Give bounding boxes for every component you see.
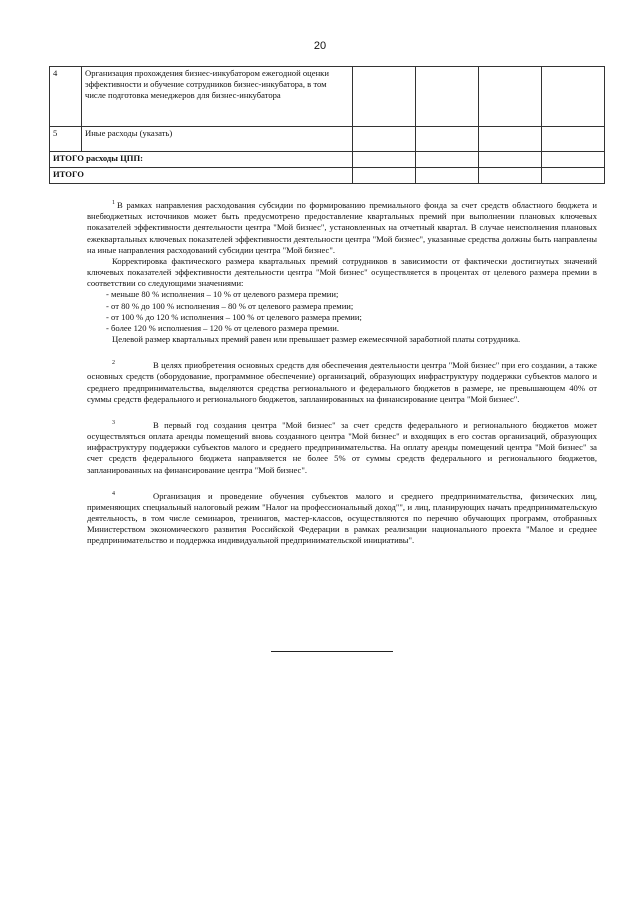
row-number: 5 [50,127,82,152]
empty-cell [353,168,416,184]
empty-cell [353,152,416,168]
divider [271,651,393,652]
table-row [50,67,605,127]
footnote-4-paragraph [87,491,597,547]
empty-cell [479,168,542,184]
empty-cell [416,152,479,168]
list-item: - меньше 80 % исполнения – 10 % от целевого размера премии; [106,289,339,300]
row-number: 4 [50,67,82,127]
list-item: - от 80 % до 100 % исполнения – 80 % от целевого размера премии; [106,300,354,311]
table-row-total [50,168,605,184]
list-item: - от 100 % до 120 % исполнения – 100 % от целевого размера премии; [106,311,362,322]
footnote-1-paragraph-2: Корректировка фактического размера квартальных премий сотрудников в зависимости от фактически достигнутых значений ключевых показателей эффективности деятельности центра "Мой бизнес" осуществляется в процентах от целевого размера премии в соответствии со следующими значениями: [87,255,597,289]
row-description: Иные расходы (указать) [82,127,353,152]
total-label: ИТОГО [50,168,353,184]
empty-cell [416,67,479,127]
empty-cell [479,152,542,168]
footnote-mark: 2 [112,360,115,367]
footnote-mark: 3 [112,419,115,426]
total-cpp-label: ИТОГО расходы ЦПП: [50,152,353,168]
empty-cell [542,152,605,168]
footnote-2-paragraph [87,360,597,405]
footnote-text: В рамках направления расходования субсидии по формированию премиального фонда за счет средств областного бюджета и внебюджетных источников может быть предусмотрено предоставление квартальных премий при выполнении плановых ключевых показателей эффективности деятельности центра "Мой бизнес", установленных на отчетный квартал. В случае неисполнения плановых ежеквартальных ключевых показателей эффективности деятельности центра "Мой бизнес", указанные средства должны быть направлены на иные направления расходований субсидии центра "Мой бизнес". [87,200,597,255]
empty-cell [542,127,605,152]
empty-cell [416,127,479,152]
footnote-3-paragraph [87,420,597,476]
empty-cell [353,127,416,152]
table-row [50,127,605,152]
row-description: Организация прохождения бизнес-инкубатором ежегодной оценки эффективности и обучение сотрудников бизнес-инкубатора, в том числе подготовка менеджеров для бизнес-инкубатора [82,67,353,127]
footnote-text: Организация и проведение обучения субъектов малого и среднего предпринимательства, физических лиц, применяющих специальный налоговый режим "Налог на профессиональный доход"", и лиц, планирующих начать предпринимательскую деятельность, в том числе семинаров, тренингов, мастер-классов, осуществляются по перечню обучающих программ, отобранных Министерством экономического развития Российской Федерации в рамках реализации национального проекта "Малое и среднее предпринимательство и поддержка индивидуальной предпринимательской инициативы". [87,490,597,546]
list-item: - более 120 % исполнения – 120 % от целевого размера премии. [106,322,340,333]
expense-table [49,66,605,184]
footnote-text: В первый год создания центра "Мой бизнес" за счет средств федерального и регионального бюджетов может осуществляться оплата аренды помещений вновь созданного центра "Мой бизнес" и входящих в его состав организаций, образующих инфраструктуру поддержки субъектов малого и среднего предпринимательства. На оплату аренды помещений центра "Мой бизнес" за счет средств федерального бюджета направляется не более 5% от суммы средств федерального и регионального бюджетов, запланированных на финансирование центра "Мой бизнес". [87,419,597,475]
empty-cell [479,127,542,152]
empty-cell [353,67,416,127]
footnote-1-paragraph [87,200,597,256]
footnote-text: В целях приобретения основных средств для обеспечения деятельности центра "Мой бизнес" при его создании, а также основных средств (оборудование, программное обеспечение) организаций, образующих инфраструктуру поддержки субъектов малого и среднего предпринимательства, выделяются средства регионального и федерального бюджетов в размере, не превышающем 40% от суммы средств федерального и регионального бюджетов, запланированных на финансирование центра "Мой бизнес". [87,360,597,404]
empty-cell [416,168,479,184]
empty-cell [542,67,605,127]
table-row-total-cpp [50,152,605,168]
empty-cell [479,67,542,127]
footnote-mark: 4 [112,490,115,497]
footnote-mark: 1 [112,200,115,206]
footnotes [87,200,597,547]
footnote-1-paragraph-3: Целевой размер квартальных премий равен или превышает размер ежемесячной заработной платы сотрудника. [112,334,521,345]
empty-cell [542,168,605,184]
page-number: 20 [313,40,327,52]
